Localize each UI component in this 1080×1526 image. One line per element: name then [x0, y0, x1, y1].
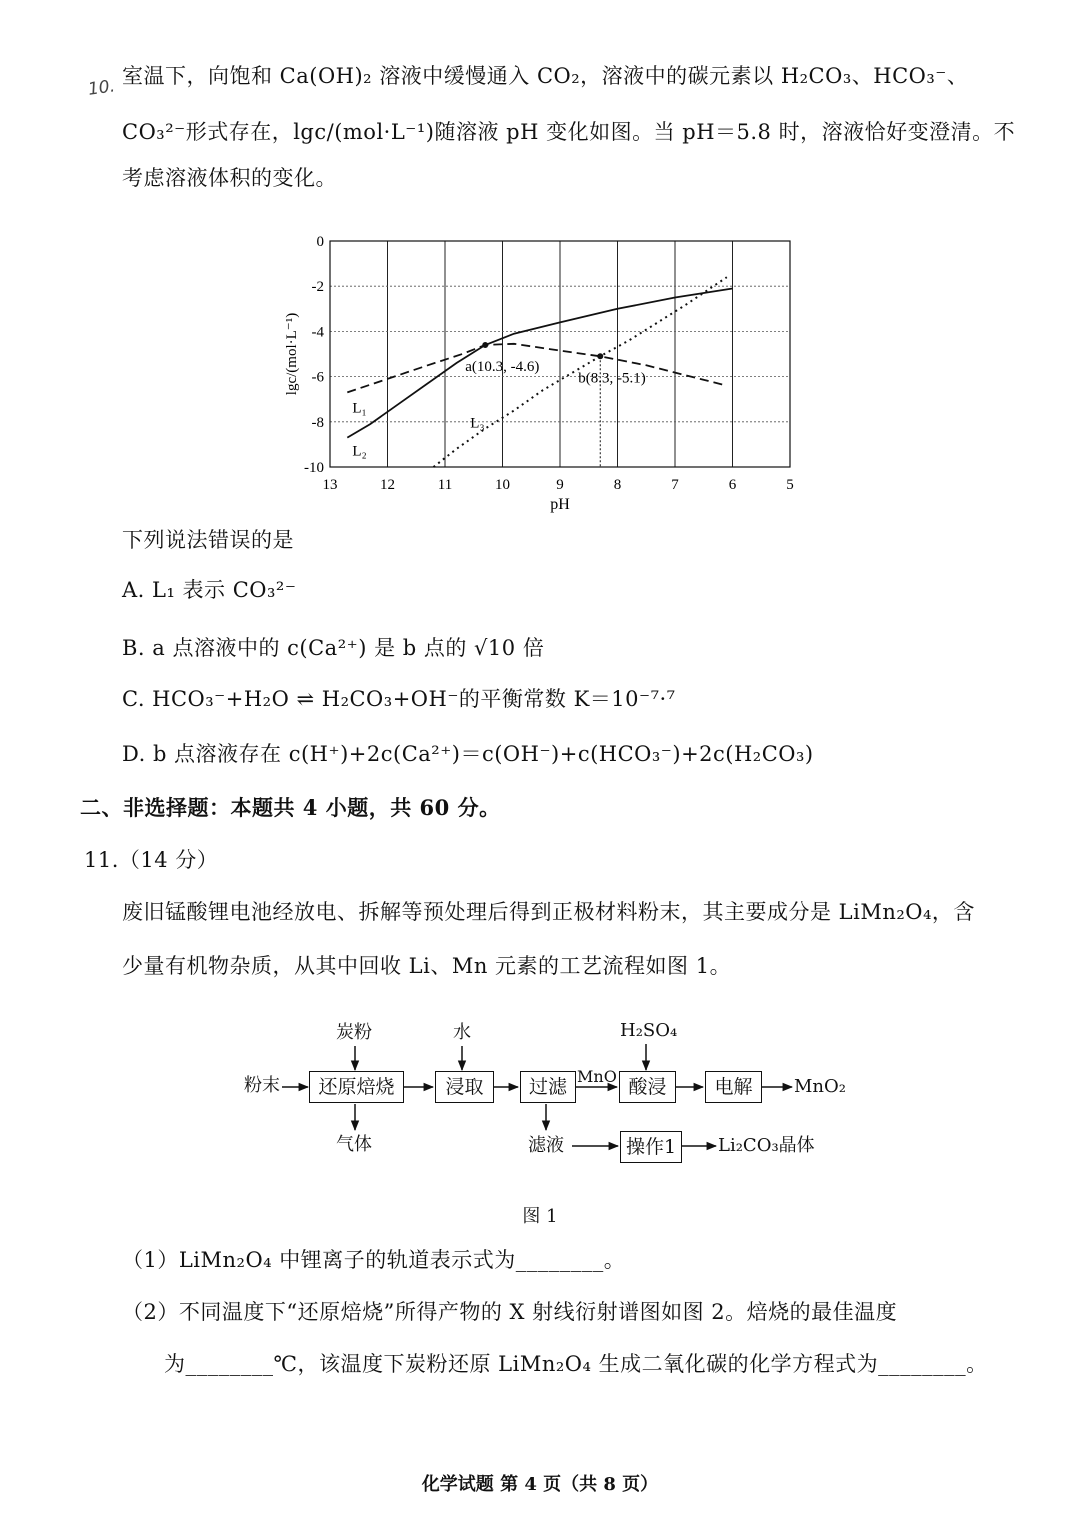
- chart-series-label: L₂: [352, 443, 367, 460]
- chart-y-tick-label: -2: [311, 279, 324, 296]
- flow-output-mno2: MnO₂: [794, 1076, 846, 1097]
- chart-x-tick-label: 10: [495, 477, 510, 493]
- q10-stem-line3: 考虑溶液体积的变化。: [122, 166, 337, 190]
- flow-box-operation1: 操作1: [620, 1131, 682, 1163]
- chart-series-label: L₁: [352, 400, 367, 417]
- chart-x-tick-label: 8: [613, 477, 622, 493]
- q11-para1: 废旧锰酸锂电池经放电、拆解等预处理后得到正极材料粉末，其主要成分是 LiMn₂O₄，含: [122, 900, 975, 924]
- flow-box-leaching: 浸取: [435, 1071, 494, 1103]
- chart-point-a: [482, 342, 488, 348]
- chart-point-label: b(8.3, -5.1): [578, 370, 646, 387]
- chart-y-tick-label: 0: [316, 234, 324, 250]
- q11-sub2-line1: （2）不同温度下“还原焙烧”所得产物的 X 射线衍射谱图如图 2。焙烧的最佳温度: [122, 1300, 898, 1324]
- chart-y-tick-label: -4: [311, 324, 324, 341]
- chart-x-tick-label: 13: [322, 477, 338, 493]
- q11-sub1: （1）LiMn₂O₄ 中锂离子的轨道表示式为________。: [122, 1248, 626, 1272]
- flow-reagent-h2so4: H₂SO₄: [620, 1020, 678, 1041]
- flow-box-reduction-roasting: 还原焙烧: [309, 1071, 404, 1103]
- q10-prompt: 下列说法错误的是: [122, 528, 294, 552]
- chart-y-tick-label: -10: [304, 460, 324, 476]
- q10-option-c: C. HCO₃⁻+H₂O ⇌ H₂CO₃+OH⁻的平衡常数 K＝10⁻⁷·⁷: [122, 687, 676, 711]
- q11-sub2-line2: 为________℃，该温度下炭粉还原 LiMn₂O₄ 生成二氧化碳的化学方程式为________。: [164, 1352, 988, 1376]
- flow-mno-label: MnO: [577, 1067, 617, 1086]
- flow-box-electrolysis: 电解: [705, 1071, 762, 1103]
- q11-para2: 少量有机物杂质，从其中回收 Li、Mn 元素的工艺流程如图 1。: [122, 954, 732, 978]
- chart-y-tick-label: -8: [311, 414, 324, 431]
- chart-x-tick-label: 5: [786, 477, 794, 493]
- chart-point-label: a(10.3, -4.6): [465, 358, 540, 375]
- q10-option-b: B. a 点溶液中的 c(Ca²⁺) 是 b 点的 √10 倍: [122, 636, 545, 660]
- q10-stem-line1: 室温下，向饱和 Ca(OH)₂ 溶液中缓慢通入 CO₂，溶液中的碳元素以 H₂CO₃、HCO₃⁻、: [122, 64, 969, 88]
- chart-y-tick-label: -6: [311, 369, 324, 386]
- page-footer: 化学试题 第 4 页（共 8 页）: [421, 1474, 659, 1495]
- flow-input-label: 粉末: [244, 1075, 280, 1096]
- q10-option-a: A. L₁ 表示 CO₃²⁻: [122, 578, 297, 602]
- chart-x-tick-label: 11: [437, 477, 453, 493]
- flow-box-filtration: 过滤: [520, 1071, 576, 1103]
- handwritten-question-number: 10.: [86, 76, 117, 100]
- q10-option-d: D. b 点溶液存在 c(H⁺)+2c(Ca²⁺)＝c(OH⁻)+c(HCO₃⁻)+2c(H₂CO₃): [122, 742, 814, 766]
- chart-x-tick-label: 9: [556, 477, 564, 493]
- chart-x-tick-label: 6: [728, 477, 737, 493]
- chart-x-tick-label: 12: [380, 477, 395, 493]
- chart-x-axis-label: pH: [550, 496, 570, 513]
- section-heading: 二、非选择题：本题共 4 小题，共 60 分。: [80, 795, 501, 820]
- flow-reagent-water: 水: [453, 1022, 471, 1043]
- q10-stem-line2: CO₃²⁻形式存在，lgc/(mol·L⁻¹)随溶液 pH 变化如图。当 pH＝5.8 时，溶液恰好变澄清。不: [122, 120, 1016, 144]
- chart-x-tick-label: 7: [671, 477, 679, 493]
- q11-header: 11.（14 分）: [84, 848, 219, 872]
- figure-1-caption: 图 1: [522, 1206, 558, 1227]
- flow-output-li2co3: Li₂CO₃晶体: [718, 1135, 815, 1156]
- chart-y-axis-label: lgc/(mol·L⁻¹): [284, 312, 300, 396]
- flow-box-acid-leaching: 酸浸: [619, 1071, 676, 1103]
- lgc-ph-chart: [270, 225, 810, 515]
- chart-series-label: L₃: [470, 415, 485, 432]
- flow-output-gas: 气体: [336, 1134, 372, 1155]
- flow-filtrate-label: 滤液: [528, 1135, 564, 1156]
- flow-reagent-carbon: 炭粉: [336, 1022, 372, 1043]
